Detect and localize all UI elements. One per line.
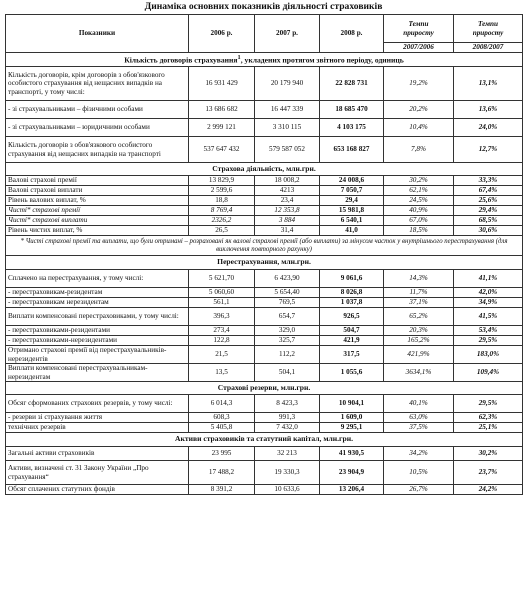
cell-growth-1: 3634,1% bbox=[384, 364, 454, 382]
header-2006: 2006 р. bbox=[189, 15, 255, 53]
indicators-table bbox=[5, 14, 523, 495]
cell-2006: 561,1 bbox=[189, 298, 255, 308]
cell-growth-2: 68,5% bbox=[454, 216, 523, 226]
cell-growth-2: 13,6% bbox=[454, 101, 523, 119]
row-label: - перестраховиками-резидентами bbox=[6, 326, 189, 336]
table-row bbox=[6, 101, 523, 119]
table-row bbox=[6, 336, 523, 346]
cell-2006: 608,3 bbox=[189, 413, 255, 423]
table-row bbox=[6, 326, 523, 336]
cell-growth-2: 29,5% bbox=[454, 395, 523, 413]
cell-growth-2: 25,6% bbox=[454, 196, 523, 206]
row-label: Виплати компенсовані перестраховиками, у тому числі: bbox=[6, 308, 189, 326]
cell-growth-2: 30,6% bbox=[454, 226, 523, 236]
cell-growth-1: 421,9% bbox=[384, 346, 454, 364]
header-2008: 2008 р. bbox=[320, 15, 384, 53]
cell-2006: 5 621,70 bbox=[189, 270, 255, 288]
cell-2007: 18 008,2 bbox=[255, 176, 320, 186]
row-label: Обсяг сформованих страхових резервів, у тому числі: bbox=[6, 395, 189, 413]
cell-2006: 5 060,60 bbox=[189, 288, 255, 298]
cell-growth-1: 7,8% bbox=[384, 137, 454, 163]
cell-2008: 1 055,6 bbox=[320, 364, 384, 382]
table-row bbox=[6, 346, 523, 364]
table-row bbox=[6, 196, 523, 206]
cell-2007: 7 432,0 bbox=[255, 423, 320, 433]
cell-growth-2: 24,0% bbox=[454, 119, 523, 137]
cell-growth-1: 34,2% bbox=[384, 447, 454, 461]
row-label: - зі страхувальниками – фізичними особами bbox=[6, 101, 189, 119]
cell-2006: 23 995 bbox=[189, 447, 255, 461]
cell-2006: 537 647 432 bbox=[189, 137, 255, 163]
row-label: - перестраховикам-резидентам bbox=[6, 288, 189, 298]
cell-2007: 329,0 bbox=[255, 326, 320, 336]
cell-2008: 13 206,4 bbox=[320, 485, 384, 495]
cell-growth-1: 37,5% bbox=[384, 423, 454, 433]
row-label: технічних резервів bbox=[6, 423, 189, 433]
cell-2008: 4 103 175 bbox=[320, 119, 384, 137]
cell-2008: 421,9 bbox=[320, 336, 384, 346]
cell-2007: 3 884 bbox=[255, 216, 320, 226]
cell-growth-2: 23,7% bbox=[454, 461, 523, 485]
cell-2006: 8 391,2 bbox=[189, 485, 255, 495]
cell-2006: 26,5 bbox=[189, 226, 255, 236]
cell-2007: 19 330,3 bbox=[255, 461, 320, 485]
table-row bbox=[6, 206, 523, 216]
row-label: Валові страхові премії bbox=[6, 176, 189, 186]
cell-growth-1: 40,9% bbox=[384, 206, 454, 216]
cell-2006: 13 829,9 bbox=[189, 176, 255, 186]
row-label: Сплачено на перестрахування, у тому числі: bbox=[6, 270, 189, 288]
table-row bbox=[6, 461, 523, 485]
cell-growth-1: 19,2% bbox=[384, 67, 454, 101]
cell-2006: 13,5 bbox=[189, 364, 255, 382]
cell-growth-2: 42,0% bbox=[454, 288, 523, 298]
cell-growth-2: 13,1% bbox=[454, 67, 523, 101]
cell-growth-2: 41,5% bbox=[454, 308, 523, 326]
cell-2006: 13 686 682 bbox=[189, 101, 255, 119]
header-indicator: Показники bbox=[6, 15, 189, 53]
cell-2008: 653 168 827 bbox=[320, 137, 384, 163]
cell-growth-1: 24,5% bbox=[384, 196, 454, 206]
cell-growth-1: 11,7% bbox=[384, 288, 454, 298]
row-label: Чисті* страхові премії bbox=[6, 206, 189, 216]
cell-2007: 769,5 bbox=[255, 298, 320, 308]
cell-2007: 5 654,40 bbox=[255, 288, 320, 298]
cell-2006: 18,8 bbox=[189, 196, 255, 206]
cell-2006: 273,4 bbox=[189, 326, 255, 336]
table-row bbox=[6, 216, 523, 226]
row-label: Загальні активи страховиків bbox=[6, 447, 189, 461]
table-row bbox=[6, 186, 523, 196]
cell-growth-1: 63,0% bbox=[384, 413, 454, 423]
row-label: Валові страхові виплати bbox=[6, 186, 189, 196]
header-growth-2-line2: приросту bbox=[472, 28, 504, 37]
cell-growth-1: 10,4% bbox=[384, 119, 454, 137]
section-activity: Страхова діяльність, млн.грн. bbox=[6, 163, 523, 176]
header-period-1: 2007/2006 bbox=[384, 43, 454, 53]
cell-2008: 41,0 bbox=[320, 226, 384, 236]
cell-growth-2: 183,0% bbox=[454, 346, 523, 364]
table-row bbox=[6, 447, 523, 461]
cell-2006: 2 599,6 bbox=[189, 186, 255, 196]
cell-growth-1: 10,5% bbox=[384, 461, 454, 485]
cell-2008: 7 050,7 bbox=[320, 186, 384, 196]
cell-growth-2: 62,3% bbox=[454, 413, 523, 423]
cell-growth-2: 67,4% bbox=[454, 186, 523, 196]
cell-growth-1: 65,2% bbox=[384, 308, 454, 326]
cell-growth-2: 33,3% bbox=[454, 176, 523, 186]
section-assets: Активи страховиків та статутний капітал, млн.грн. bbox=[6, 433, 523, 447]
table-row bbox=[6, 308, 523, 326]
cell-2008: 926,5 bbox=[320, 308, 384, 326]
cell-growth-2: 12,7% bbox=[454, 137, 523, 163]
section-contracts bbox=[6, 53, 523, 67]
cell-growth-1: 62,1% bbox=[384, 186, 454, 196]
cell-growth-2: 29,4% bbox=[454, 206, 523, 216]
cell-growth-1: 18,5% bbox=[384, 226, 454, 236]
row-label: Обсяг сплачених статутних фондів bbox=[6, 485, 189, 495]
row-label: - перестраховикам нерезидентам bbox=[6, 298, 189, 308]
footnote: * Чисті страхові премії та виплати, що були отримані – розраховані як валові страхові премії (або виплати) за мінусом часток у внутрішнього перестрахування (для виключення повторного рахунку) bbox=[6, 236, 523, 256]
header-growth-1-line1: Темпи bbox=[408, 20, 429, 29]
header-growth-1-line2: приросту bbox=[403, 28, 434, 37]
row-label: - зі страхувальниками – юридичними особами bbox=[6, 119, 189, 137]
cell-2007: 325,7 bbox=[255, 336, 320, 346]
section-reserves: Страхові резерви, млн.грн. bbox=[6, 382, 523, 395]
cell-2008: 23 904,9 bbox=[320, 461, 384, 485]
cell-2007: 991,3 bbox=[255, 413, 320, 423]
row-label: Рівень валових виплат, % bbox=[6, 196, 189, 206]
table-row bbox=[6, 119, 523, 137]
section-contracts-text: Кількість договорів страхування bbox=[124, 55, 238, 65]
header-growth-1 bbox=[384, 15, 454, 43]
cell-growth-1: 30,2% bbox=[384, 176, 454, 186]
cell-2008: 6 540,1 bbox=[320, 216, 384, 226]
cell-growth-1: 40,1% bbox=[384, 395, 454, 413]
cell-2006: 21,5 bbox=[189, 346, 255, 364]
cell-2008: 10 904,1 bbox=[320, 395, 384, 413]
cell-2007: 112,2 bbox=[255, 346, 320, 364]
cell-2006: 5 405,8 bbox=[189, 423, 255, 433]
cell-2007: 32 213 bbox=[255, 447, 320, 461]
cell-2006: 17 488,2 bbox=[189, 461, 255, 485]
header-growth-2 bbox=[454, 15, 523, 43]
cell-2006: 6 014,3 bbox=[189, 395, 255, 413]
row-label: Рівень чистих виплат, % bbox=[6, 226, 189, 236]
table-row bbox=[6, 413, 523, 423]
cell-2008: 41 930,5 bbox=[320, 447, 384, 461]
row-label: Виплати компенсовані перестрахувальникам-нерезидентам bbox=[6, 364, 189, 382]
cell-2006: 122,8 bbox=[189, 336, 255, 346]
table-row bbox=[6, 298, 523, 308]
cell-2008: 317,5 bbox=[320, 346, 384, 364]
cell-2006: 2 999 121 bbox=[189, 119, 255, 137]
row-label: Активи, визначені ст. 31 Закону України „Про страхування“ bbox=[6, 461, 189, 485]
cell-2007: 6 423,90 bbox=[255, 270, 320, 288]
cell-growth-2: 25,1% bbox=[454, 423, 523, 433]
row-label: Отримано страхові премії від перестрахувальників-нерезидентів bbox=[6, 346, 189, 364]
cell-2006: 2326,2 bbox=[189, 216, 255, 226]
cell-growth-2: 30,2% bbox=[454, 447, 523, 461]
cell-2008: 29,4 bbox=[320, 196, 384, 206]
cell-growth-2: 41,1% bbox=[454, 270, 523, 288]
row-label: Чисті* страхові виплати bbox=[6, 216, 189, 226]
section-reinsurance: Перестрахування, млн.грн. bbox=[6, 256, 523, 270]
cell-growth-2: 53,4% bbox=[454, 326, 523, 336]
section-contracts-tail: , укладених протягом звітного періоду, одиниць bbox=[240, 55, 404, 65]
cell-2006: 16 931 429 bbox=[189, 67, 255, 101]
table-row bbox=[6, 485, 523, 495]
row-label: Кількість договорів, крім договорів з обов'язкового особистого страхування від нещасних випадків на транспорті, у тому числі: bbox=[6, 67, 189, 101]
table-row bbox=[6, 288, 523, 298]
table-row bbox=[6, 395, 523, 413]
cell-2007: 8 423,3 bbox=[255, 395, 320, 413]
cell-2008: 9 295,1 bbox=[320, 423, 384, 433]
table-row bbox=[6, 364, 523, 382]
cell-growth-2: 109,4% bbox=[454, 364, 523, 382]
cell-2007: 3 310 115 bbox=[255, 119, 320, 137]
cell-growth-1: 20,2% bbox=[384, 101, 454, 119]
cell-growth-1: 67,0% bbox=[384, 216, 454, 226]
cell-2007: 31,4 bbox=[255, 226, 320, 236]
cell-growth-2: 34,9% bbox=[454, 298, 523, 308]
cell-2008: 24 008,6 bbox=[320, 176, 384, 186]
row-label: - резерви зі страхування життя bbox=[6, 413, 189, 423]
cell-2006: 8 769,4 bbox=[189, 206, 255, 216]
cell-2007: 12 353,8 bbox=[255, 206, 320, 216]
cell-2007: 10 633,6 bbox=[255, 485, 320, 495]
table-row bbox=[6, 226, 523, 236]
cell-2007: 579 587 052 bbox=[255, 137, 320, 163]
cell-growth-1: 14,3% bbox=[384, 270, 454, 288]
cell-2006: 396,3 bbox=[189, 308, 255, 326]
header-row bbox=[6, 15, 523, 43]
cell-2008: 504,7 bbox=[320, 326, 384, 336]
cell-growth-1: 26,7% bbox=[384, 485, 454, 495]
table-row bbox=[6, 67, 523, 101]
cell-2008: 18 685 470 bbox=[320, 101, 384, 119]
header-period-2: 2008/2007 bbox=[454, 43, 523, 53]
header-growth-2-line1: Темпи bbox=[477, 20, 499, 29]
table-row bbox=[6, 423, 523, 433]
header-2007: 2007 р. bbox=[255, 15, 320, 53]
row-label: Кількість договорів з обов'язкового особистого страхування від нещасних випадків на транспорті bbox=[6, 137, 189, 163]
cell-2007: 23,4 bbox=[255, 196, 320, 206]
cell-2007: 4213 bbox=[255, 186, 320, 196]
cell-2008: 1 609,0 bbox=[320, 413, 384, 423]
page-title: Динаміка основних показників діяльності страховиків bbox=[144, 1, 383, 12]
cell-2007: 654,7 bbox=[255, 308, 320, 326]
cell-2008: 9 061,6 bbox=[320, 270, 384, 288]
cell-growth-1: 20,3% bbox=[384, 326, 454, 336]
cell-2008: 15 981,8 bbox=[320, 206, 384, 216]
cell-growth-1: 165,2% bbox=[384, 336, 454, 346]
cell-growth-2: 24,2% bbox=[454, 485, 523, 495]
cell-2008: 1 037,8 bbox=[320, 298, 384, 308]
cell-growth-1: 37,1% bbox=[384, 298, 454, 308]
cell-2008: 22 828 731 bbox=[320, 67, 384, 101]
cell-2007: 20 179 940 bbox=[255, 67, 320, 101]
table-row bbox=[6, 137, 523, 163]
table-row bbox=[6, 270, 523, 288]
cell-growth-2: 29,5% bbox=[454, 336, 523, 346]
cell-2007: 16 447 339 bbox=[255, 101, 320, 119]
table-row bbox=[6, 176, 523, 186]
cell-2007: 504,1 bbox=[255, 364, 320, 382]
section-contracts-sup: 1 bbox=[237, 54, 241, 62]
row-label: - перестраховиками-нерезидентами bbox=[6, 336, 189, 346]
cell-2008: 8 026,8 bbox=[320, 288, 384, 298]
